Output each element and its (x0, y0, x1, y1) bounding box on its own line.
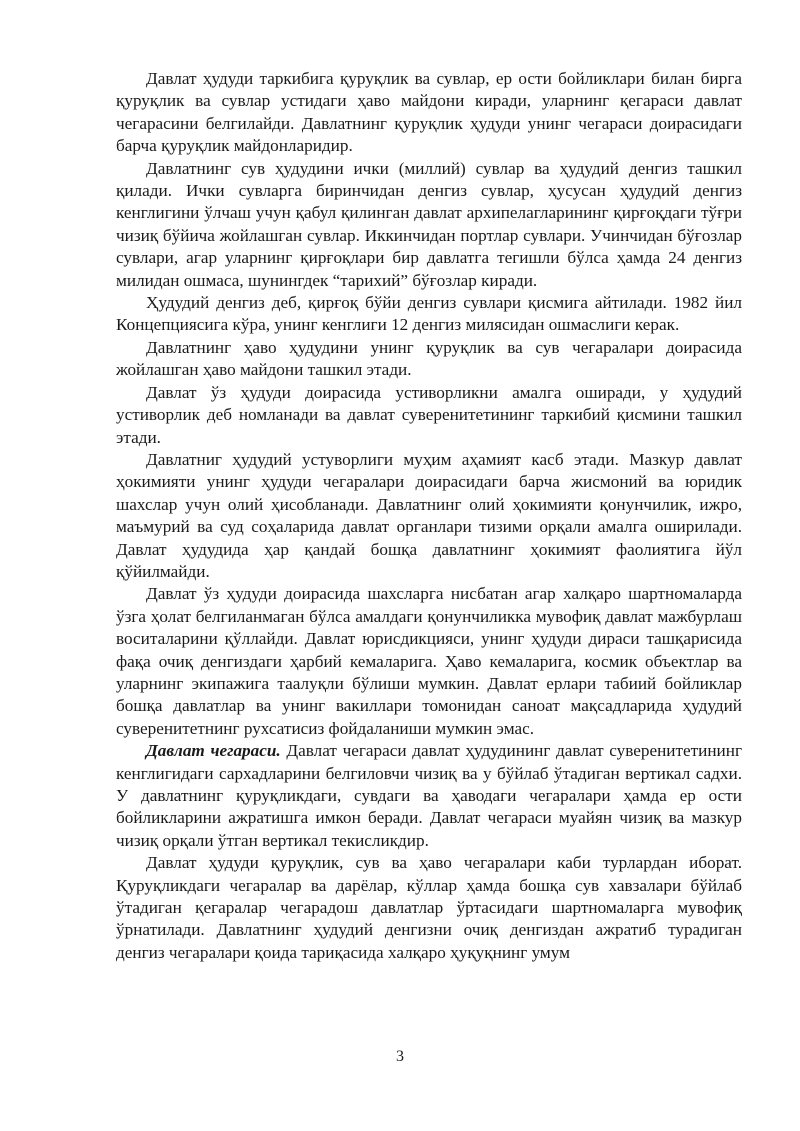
paragraph-text: Давлатнинг ҳаво ҳудудини унинг қуруқлик ва сув чегаралари доирасида жойлашган ҳаво майдони ташкил этади. (116, 337, 742, 380)
paragraph-5 (116, 382, 742, 449)
page-number: 3 (396, 1048, 404, 1065)
paragraph-6 (116, 449, 742, 583)
paragraph-text: Давлат ҳудуди таркибига қуруқлик ва сувлар, ер ости бойликлари билан бирга қуруқлик ва сувлар устидаги ҳаво майдони киради, уларнинг қегараси давлат чегарасини белгилайди. Давлатнинг қуруқлик ҳудуди унинг чегараси доирасидаги барча қуруқлик майдонларидир. (116, 69, 742, 156)
paragraph-1 (116, 68, 742, 158)
paragraph-text: Давлат ҳудуди қуруқлик, сув ва ҳаво чегаралари каби турлардан иборат. Қуруқликдаги чегаралар ва дарёлар, кўллар ҳамда бошқа сув хавзалари бўйлаб ўтадиган қегаралар чегарадош давлатлар ўртасидаги шартномаларга мувофиқ ўрнатилади. Давлатнинг ҳудудий денгизни очиқ денгиздан ажратиб турадиган денгиз чегаралари қоида тариқасида халқаро ҳуқуқнинг умум (116, 853, 742, 962)
document-body (116, 68, 742, 964)
paragraph-9 (116, 852, 742, 964)
paragraph-text: Давлатниг ҳудудий устуворлиги муҳим аҳамият касб этади. Мазкур давлат ҳокимияти унинг ҳудуди чегаралари доирасидаги барча жисмоний ва юридик шахслар учун олий ҳисобланади. Давлатнинг олий ҳокимияти қонунчилик, ижро, маъмурий ва суд соҳаларида давлат органлари тизими орқали амалга оширилади. Давлат ҳудудида ҳар қандай бошқа давлатнинг ҳокимият фаолиятига йўл қўйилмайди. (116, 449, 742, 581)
paragraph-text: Ҳудудий денгиз деб, қирғоқ бўйи денгиз сувлари қисмига айтилади. 1982 йил Концепциясига кўра, унинг кенглиги 12 денгиз милясидан ошмаслиги керак. (116, 293, 742, 335)
paragraph-8 (116, 740, 742, 852)
paragraph-4 (116, 337, 742, 382)
paragraph-text: Давлат ўз ҳудуди доирасида шахсларга нисбатан агар халқаро шартномаларда ўзга ҳолат белгиланмаган бўлса амалдаги қонунчиликка мувофиқ давлат мажбурлаш воситаларини қўллайди. Давлат юрисдикцияси, унинг ҳудуди дираси ташқарисида фақа очиқ денгиздаги ҳарбий кемаларига. Ҳаво кемаларига, космик объектлар ва уларнинг экипажига таалуқли бўлиши мумкин. Давлат ерлари табиий бойликлар бошқа давлатлар ва унинг вакиллари томонидан саноат мақсадларида ҳудудий суверенитетнинг рухсатисиз фойдаланиши мумкин эмас. (116, 584, 742, 738)
paragraph-7 (116, 583, 742, 740)
paragraph-text: Давлат ўз ҳудуди доирасида устиворликни амалга оширади, у ҳудудий устиворлик деб номланади ва давлат суверенитетининг таркибий қисмини ташкил этади. (116, 382, 742, 447)
paragraph-text: Давлатнинг сув ҳудудини ички (миллий) сувлар ва ҳудудий денгиз ташкил қилади. Ички сувларга биринчидан денгиз сувлар, ҳусусан ҳудудий денгиз кенглигини ўлчаш учун қабул қилинган давлат архипелагларининг қирғоқдаги тўғри чизиқ бўйича жойлашган сувлар. Иккинчидан портлар сувлари. Учинчидан бўғозлар сувлари, агар уларнинг қирғоқлари бир давлатга тегишли бўлса ҳамда 24 денгиз милидан ошмаса, шунингдек “тарихий” бўғозлар киради. (116, 158, 742, 290)
paragraph-text: Давлат чегараси давлат ҳудудининг давлат суверенитетининг кенглигидаги сархадларини белгиловчи чизиқ ва у бўйлаб ўтадиган вертикал садхи. У давлатнинг қуруқликдаги, сувдаги ва ҳаводаги чегаралари ҳамда ер ости бойликларини ажратишга имкон беради. Давлат чегараси муайян чизиқ ва мазкур чизиқ орқали ўтган вертикал текисликдир. (116, 741, 743, 850)
section-heading: Давлат чегараси. (146, 741, 281, 761)
paragraph-3 (116, 292, 742, 337)
paragraph-2 (116, 158, 742, 292)
